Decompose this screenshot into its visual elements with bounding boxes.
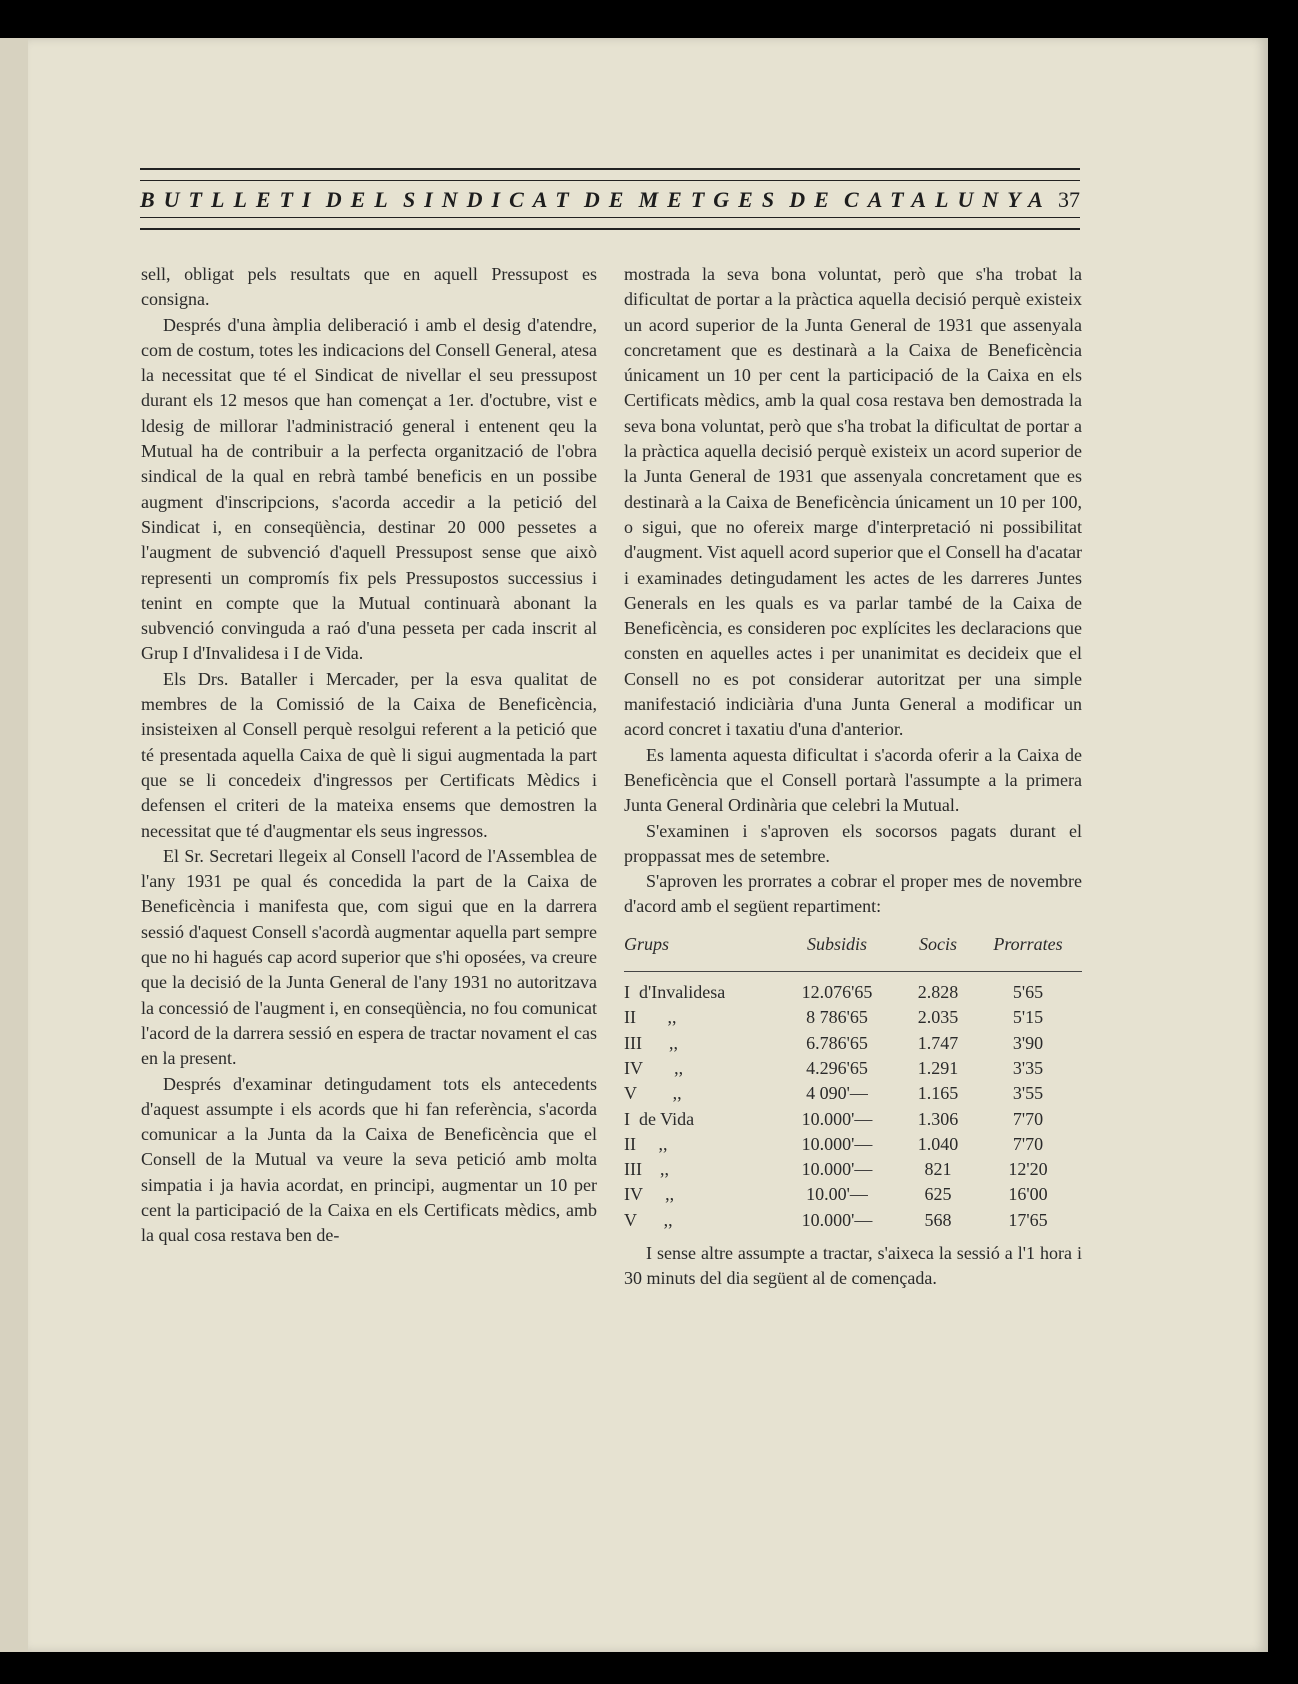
cell-prorrates: 3'90 — [1012, 1032, 1044, 1053]
cell-prorrates: 12'20 — [1008, 1159, 1048, 1180]
paragraph: S'examinen i s'aproven els socorsos pagats durant el proppassat mes de setembre. — [624, 820, 1082, 866]
paragraph: El Sr. Secretari llegeix al Consell l'acord de l'Assemblea de l'any 1931 pe qual és concedida la part de la Caixa de Beneficència i manifesta que, com sigui que en la darrera sessió d'aquest Consell s'acordà augmentar aquella part sempre que no hi hagués cap acord superior que s'hi oposées, va creure que la decisió de la Junta General de l'any 1931 no autoritzava la concessió de l'augment i, en conseqüència, no fou comunicat l'acord de la darrera sessió en espera de tractar novament el cas en la present. — [141, 845, 597, 1069]
cell-socis: 821 — [924, 1159, 952, 1180]
cell-grup: IV ,, — [624, 1184, 675, 1205]
table-row — [624, 1056, 1082, 1081]
cell-subsidis: 8 786'65 — [806, 1007, 868, 1028]
cell-socis: 1.165 — [917, 1083, 959, 1104]
cell-grup: III ,, — [624, 1159, 669, 1180]
table-row — [624, 1005, 1082, 1030]
cell-subsidis: 4 090'— — [806, 1083, 868, 1104]
closing-paragraph: I sense altre assumpte a tractar, s'aixeca la sessió a l'1 hora i 30 minuts del dia següent al de començada. — [624, 1242, 1082, 1289]
left-column — [141, 262, 597, 1249]
header-title-row — [140, 183, 1080, 215]
cell-subsidis: 10.00'— — [806, 1184, 868, 1205]
cell-subsidis: 6.786'65 — [806, 1032, 868, 1053]
table-row — [624, 1208, 1082, 1233]
cell-prorrates: 5'15 — [1012, 1007, 1044, 1028]
cell-prorrates: 3'55 — [1012, 1083, 1044, 1104]
table-row — [624, 972, 1082, 1006]
cell-prorrates: 3'35 — [1012, 1057, 1044, 1078]
cell-grup: I de Vida — [624, 1108, 695, 1129]
cell-grup: II ,, — [624, 1133, 668, 1154]
running-header — [140, 168, 1080, 230]
cell-grup: IV ,, — [624, 1057, 684, 1078]
right-column — [624, 262, 1082, 1292]
table-row — [624, 1081, 1082, 1106]
table-row — [624, 1132, 1082, 1157]
table-header-row — [624, 932, 1082, 972]
header-word: CATALUNYA — [844, 187, 1052, 212]
table-row — [624, 1031, 1082, 1056]
prorrates-table — [624, 932, 1082, 1233]
header-word: DE — [583, 187, 633, 212]
cell-socis: 1.306 — [917, 1108, 959, 1129]
cell-prorrates: 7'70 — [1012, 1108, 1044, 1129]
cell-prorrates: 16'00 — [1008, 1184, 1048, 1205]
cell-prorrates: 7'70 — [1012, 1133, 1044, 1154]
table-row — [624, 1157, 1082, 1182]
cell-subsidis: 10.000'— — [801, 1133, 873, 1154]
page-number: 37 — [1057, 187, 1080, 212]
paragraph: Es lamenta aquesta dificultat i s'acorda oferir a la Caixa de Beneficència que el Consell portarà l'assumpte a la primera Junta General Ordinària que celebri la Mutual. — [624, 744, 1082, 816]
paragraph: mostrada la seva bona voluntat, però que s'ha trobat la dificultat de portar a la pràctica aquella decisió perquè existeix un acord superior de la Junta General de 1931 que assenyala concretament que es destinarà a la Caixa de Beneficència únicament un 10 per cent la participació de la Caixa en els Certificats mèdics, amb la qual cosa restava ben demostrada la seva bona voluntat, però que s'ha trobat la dificultat de portar a la pràctica aquella decisió perquè existeix un acord superior de la Junta General de 1931 que assenyala concretament que es destinarà a la Caixa de Beneficència únicament un 10 per 100, o sigui, que no ofereix marge d'interpretació ni possibilitat d'augment. Vist aquell acord superior que el Consell ha d'acatar i examinades detingudament les actes de les darreres Juntes Generals en les quals es va parlar també de la Caixa de Beneficència, es consideren poc explícites les declaracions que consten en aquelles actes i per unanimitat es decideix que el Consell no es pot considerar autoritzat per una simple manifestació indiciària d'una Junta General a modificar un acord concret i taxatiu d'una d'anterior. — [624, 264, 1082, 740]
cell-subsidis: 10.000'— — [801, 1108, 873, 1129]
header-top-rule — [140, 168, 1080, 181]
cell-socis: 2.828 — [917, 982, 959, 1003]
col-header-grups: Grups — [624, 932, 772, 972]
page-edge — [0, 38, 28, 1652]
paragraph: Després d'una àmplia deliberació i amb el desig d'atendre, com de costum, totes les indicacions del Consell General, atesa la necessitat que té el Sindicat de nivellar el seu pressupost durant els 12 mesos que han començat a 1er. d'octubre, vist e ldesig de millorar l'administració general i entenent qeu la Mutual ha de contribuir a la perfecta organització de l'obra sindical de la qual en rebrà també beneficis en un possibe augment d'inscripcions, s'acorda accedir a la petició del Sindicat i, en conseqüència, destinar 20 000 pessetes a l'augment de subvenció d'aquell Pressupost sense que això representi un compromís fix pels Pressupostos successius i tenint en compte que la Mutual continuarà abonant la subvenció convinguda a raó d'una pesseta per cada inscrit al Grup I d'Invalidesa i I de Vida. — [141, 314, 597, 664]
paragraph: sell, obligat pels resultats que en aquell Pressupost es consigna. — [141, 264, 597, 310]
paragraph: Després d'examinar detingudament tots els antecedents d'aquest assumpte i els acords que hi fan referència, s'acorda comunicar a la Junta da la Caixa de Beneficència que el Consell de la Mutual va veure la seva petició amb molta simpatia i ja havia acordat, en principi, augmentar un 10 per cent la participació de la Caixa en els Certificats mèdics, amb la qual cosa restava ben de- — [141, 1073, 597, 1246]
cell-socis: 1.040 — [917, 1133, 959, 1154]
cell-grup: I d'Invalidesa — [624, 982, 726, 1003]
header-word: DE — [789, 187, 838, 212]
cell-subsidis: 10.000'— — [801, 1159, 873, 1180]
header-bottom-rule — [140, 217, 1080, 230]
header-word: DEL — [325, 187, 397, 212]
paragraph: Els Drs. Bataller i Mercader, per la esva qualitat de membres de la Comissió de la Caixa de Beneficència, insisteixen al Consell perquè resolgui referent a la petició que té presentada aquella Caixa de què li sigui augmentada la part que se li concedeix d'ingressos per Certificats Mèdics i defensen el criteri de la mateixa ensems que demostren la necessitat que té d'augmentar els seus ingressos. — [141, 668, 597, 841]
paragraph: S'aproven les prorrates a cobrar el proper mes de novembre d'acord amb el següent repartiment: — [624, 871, 1082, 917]
cell-socis: 1.747 — [917, 1032, 959, 1053]
cell-subsidis: 10.000'— — [801, 1209, 873, 1230]
header-word: METGES — [638, 187, 784, 212]
cell-subsidis: 12.076'65 — [801, 982, 873, 1003]
cell-socis: 625 — [924, 1184, 952, 1205]
cell-grup: V ,, — [624, 1083, 682, 1104]
cell-socis: 2.035 — [917, 1007, 959, 1028]
cell-grup: V ,, — [624, 1209, 673, 1230]
cell-grup: II ,, — [624, 1007, 677, 1028]
cell-socis: 568 — [924, 1209, 952, 1230]
col-header-subsidis: Subsidis — [772, 932, 902, 972]
cell-prorrates: 17'65 — [1008, 1209, 1048, 1230]
cell-prorrates: 5'65 — [1012, 982, 1044, 1003]
col-header-socis: Socis — [902, 932, 974, 972]
table-row — [624, 1107, 1082, 1132]
col-header-prorrates: Prorrates — [974, 932, 1082, 972]
cell-grup: III ,, — [624, 1032, 678, 1053]
cell-subsidis: 4.296'65 — [806, 1057, 868, 1078]
header-word: SINDICAT — [402, 187, 578, 212]
header-word: BUTLLETI — [140, 187, 320, 212]
table-row — [624, 1182, 1082, 1207]
cell-socis: 1.291 — [917, 1057, 959, 1078]
